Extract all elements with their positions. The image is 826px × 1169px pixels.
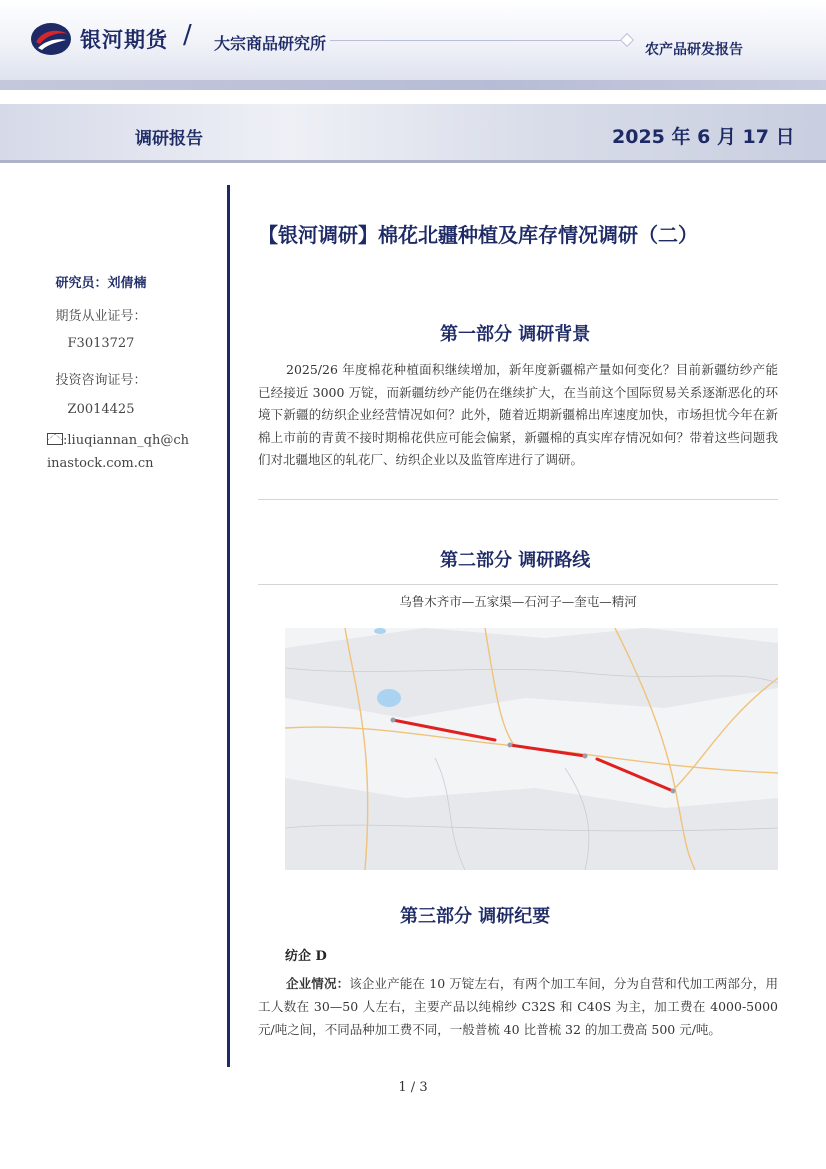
header-rule (0, 80, 826, 90)
banner-rule (0, 160, 826, 163)
email-text-1: :liuqiannan_qh@ch (63, 433, 190, 448)
section3-heading: 第三部分 调研纪要 (400, 906, 551, 927)
report-type: 农产品研发报告 (645, 42, 743, 58)
section3-lead: 企业情况： (286, 976, 350, 991)
email-line-1[interactable] (47, 433, 189, 448)
futures-cert-label: 期货从业证号： (55, 309, 147, 324)
section3-text: 该企业产能在 10 万锭左右，有两个加工车间，分为自营和代加工两部分，用工人数在 30—50 人左右，主要产品以纯棉纱 C32S 和 C40S 为主，加工费在 4000-5000 元/吨之间，不同品种加工费不同，一般普梳 40 比普梳 32 的加工费高 500 元/吨。 (258, 976, 778, 1037)
survey-route: 乌鲁木齐市—五家渠—石河子—奎屯—精河 (399, 594, 637, 609)
section3-subhead: 纺企 D (285, 949, 327, 964)
invest-cert-number: Z0014425 (67, 402, 135, 417)
galaxy-futures-logo-icon (30, 22, 72, 56)
brand-name: 银河期货 (80, 28, 168, 52)
email-line-2[interactable]: inastock.com.cn (47, 456, 154, 471)
section3-body (258, 972, 778, 1041)
route-map (285, 628, 778, 870)
section1-rule (258, 499, 778, 500)
researcher-name: 研究员：刘倩楠 (55, 276, 147, 291)
institute-name: 大宗商品研究所 (214, 34, 327, 53)
brand-divider: / (183, 20, 192, 50)
envelope-icon (47, 433, 63, 445)
report-title: 【银河调研】棉花北疆种植及库存情况调研（二） (258, 223, 698, 247)
report-date: 2025 年 6 月 17 日 (612, 126, 795, 148)
section1-heading: 第一部分 调研背景 (440, 324, 591, 345)
section2-rule (258, 584, 778, 585)
report-category: 调研报告 (135, 129, 203, 149)
section2-heading: 第二部分 调研路线 (440, 550, 591, 571)
sidebar-divider (227, 185, 230, 1067)
invest-cert-label: 投资咨询证号： (55, 373, 147, 388)
section1-body: 2025/26 年度棉花种植面积继续增加，新年度新疆棉产量如何变化？目前新疆纺纱产能已经接近 3000 万锭，而新疆纺纱产能仍在继续扩大，在当前这个国际贸易关系逐渐恶化的环境下新疆的纺织企业经营情况如何？此外，随着近期新疆棉出库速度加快，市场担忧今年在新棉上市前的青黄不接时期棉花供应可能会偏紧，新疆棉的真实库存情况如何？带着这些问题我们对北疆地区的轧花厂、纺织企业以及监管库进行了调研。 (258, 362, 778, 467)
header-deco-line (330, 40, 622, 41)
page-number: 1 / 3 (398, 1080, 428, 1095)
futures-cert-number: F3013727 (67, 336, 135, 351)
